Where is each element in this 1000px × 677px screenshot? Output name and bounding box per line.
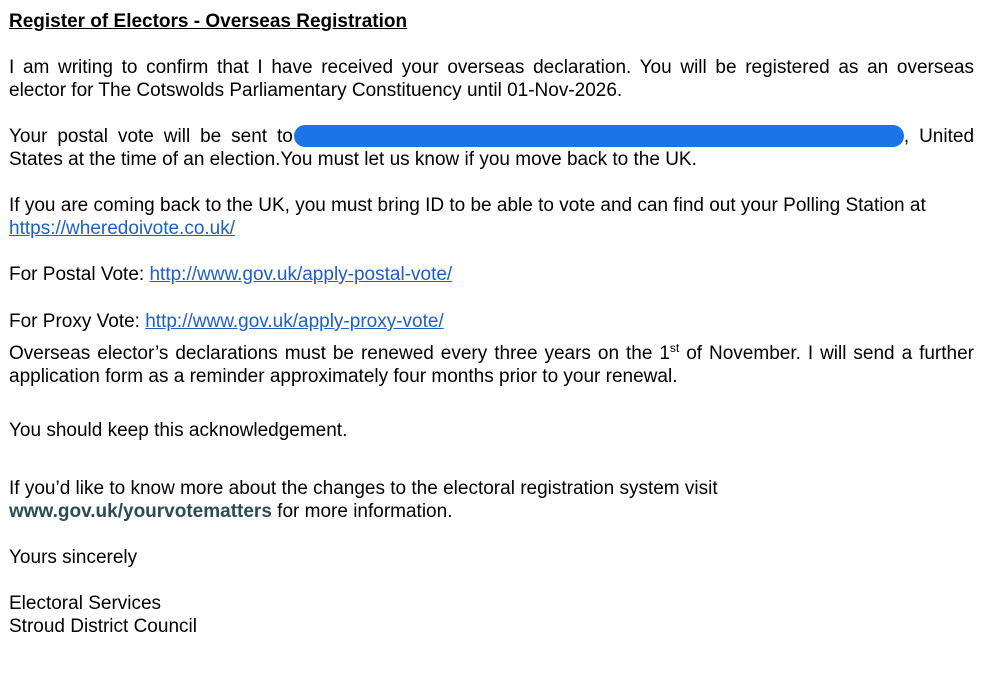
redacted-address-block bbox=[294, 125, 904, 147]
registration-confirmation-paragraph: I am writing to confirm that I have received your overseas declaration. You will be registered as an overseas elector for The Cotswolds Parliamentary Constituency until 01-Nov-2026. bbox=[9, 57, 974, 101]
letter-title: Register of Electors - Overseas Registration bbox=[9, 11, 408, 32]
more-info-text: If you’d like to know more about the changes to the electoral registration system visit bbox=[9, 478, 718, 499]
proxy-vote-line bbox=[9, 310, 974, 333]
postal-vote-label: For Postal Vote: bbox=[9, 264, 150, 285]
signature-department: Electoral Services bbox=[9, 593, 162, 614]
postal-address-paragraph bbox=[9, 125, 974, 171]
yourvotematters-site: www.gov.uk/yourvotematters bbox=[9, 501, 272, 522]
proxy-vote-link[interactable]: http://www.gov.uk/apply-proxy-vote/ bbox=[145, 311, 444, 332]
closing-salutation: Yours sincerely bbox=[9, 547, 138, 568]
returning-uk-paragraph bbox=[9, 194, 974, 240]
more-info-paragraph bbox=[9, 477, 974, 523]
renewal-paragraph bbox=[9, 342, 974, 388]
renewal-ordinal-suffix: st bbox=[669, 341, 680, 355]
returning-uk-text: If you are coming back to the UK, you must bring ID to be able to vote and can find out your Polling Station at bbox=[9, 195, 926, 216]
more-info-suffix: for more information. bbox=[271, 501, 453, 522]
postal-vote-line bbox=[9, 263, 974, 286]
postal-vote-link[interactable]: http://www.gov.uk/apply-postal-vote/ bbox=[149, 264, 453, 285]
signature-council: Stroud District Council bbox=[9, 616, 197, 637]
renewal-text-b: of November. I will send a further application form as a reminder approximately four months prior to your renewal. bbox=[9, 343, 974, 387]
keep-acknowledgement-line: You should keep this acknowledgement. bbox=[9, 420, 348, 441]
wheredoivote-link[interactable]: https://wheredoivote.co.uk/ bbox=[9, 218, 236, 239]
postal-address-prefix: Your postal vote will be sent to bbox=[9, 126, 293, 147]
signature-block bbox=[9, 592, 974, 638]
renewal-text-a: Overseas elector’s declarations must be renewed every three years on the 1 bbox=[9, 343, 670, 364]
postal-address-suffix: , United States at the time of an election.You must let us know if you move back to the UK. bbox=[9, 126, 975, 170]
proxy-vote-label: For Proxy Vote: bbox=[9, 311, 146, 332]
